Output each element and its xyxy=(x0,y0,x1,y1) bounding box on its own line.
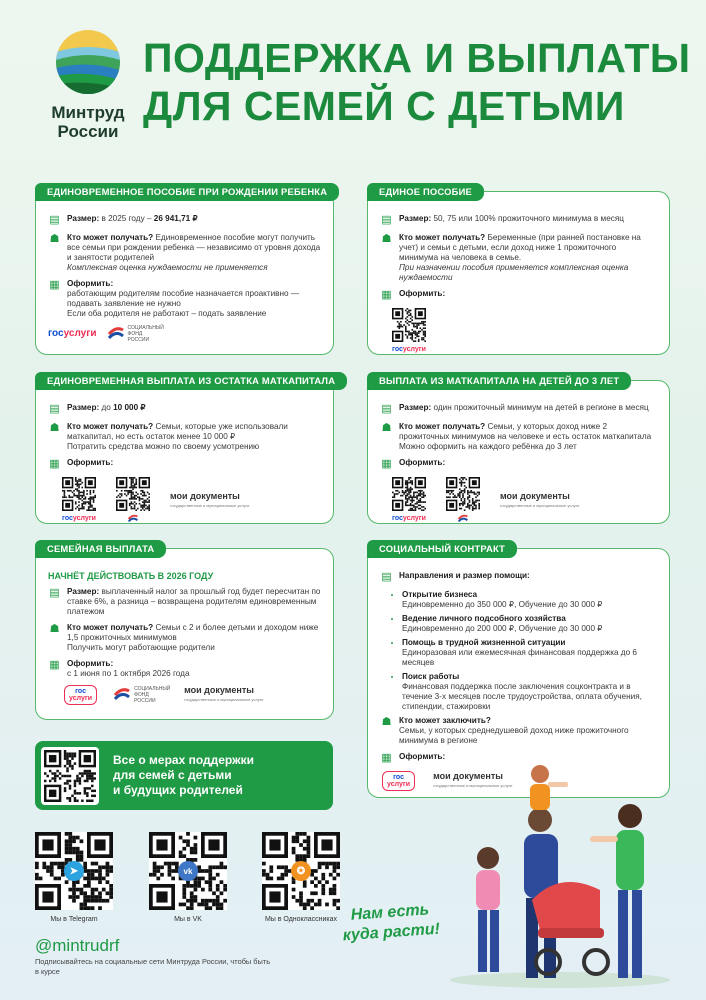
card-title: ЕДИНОВРЕМЕННАЯ ВЫПЛАТА ИЗ ОСТАТКА МАТКАПИТАЛА xyxy=(35,372,347,390)
vk-caption: Мы в VK xyxy=(174,916,202,923)
card-matcapital-under3 xyxy=(367,375,670,524)
qr-code-gosuslugi[interactable] xyxy=(392,477,426,511)
list-item: • Поиск работы Финансовая поддержка после заключения соцконтракта и в течение 3-х месяцев после трудоустройства, оплата обучения, стипендии, стажировки xyxy=(402,672,657,712)
document-icon: ▦ xyxy=(381,289,392,301)
sfr-emblem-icon xyxy=(455,514,471,524)
telegram-icon: ➤ xyxy=(64,861,84,881)
size-text: выплаченный налог за прошлый год будет пересчитан по ставке 6%, а разница – возвращена родителям единовременным платежом xyxy=(67,587,321,616)
apply-label: Оформить: xyxy=(399,752,446,761)
money-icon: ▤ xyxy=(49,587,60,599)
gosuslugi-logo[interactable]: госуслуги xyxy=(392,346,426,353)
who-label: Кто может получать? xyxy=(67,422,154,431)
family-illustration xyxy=(440,740,672,990)
sfr-emblem-icon xyxy=(125,514,141,524)
social-telegram[interactable] xyxy=(29,832,119,923)
card-title: ВЫПЛАТА ИЗ МАТКАПИТАЛА НА ДЕТЕЙ ДО 3 ЛЕТ xyxy=(367,372,631,390)
size-label: Размер: xyxy=(399,214,432,223)
who-text: Единовременное пособие могут получить все семьи при рождении ребенка — независимо от уровня дохода и занятости родителей xyxy=(67,233,321,262)
gosuslugi-logo[interactable]: гос услуги xyxy=(64,685,97,705)
list-item: • Открытие бизнеса Единовременно до 350 000 ₽, Обучение до 30 000 ₽ xyxy=(402,590,657,610)
social-handle[interactable]: @mintrudrf xyxy=(35,936,120,955)
qr-code-gosuslugi[interactable] xyxy=(62,477,96,511)
mydocs-logo[interactable]: мои документы государственные и муниципальные услуги xyxy=(433,771,513,788)
qr-code[interactable] xyxy=(392,308,426,342)
slogan: Нам есть куда расти! xyxy=(342,901,441,945)
apply-text: работающим родителям пособие назначается проактивно — подавать заявление не нужно xyxy=(67,289,300,308)
social-ok[interactable] xyxy=(253,832,349,923)
family-icon: ☗ xyxy=(381,233,392,245)
money-icon: ▤ xyxy=(49,214,60,226)
who-text: Семьи, которые уже использовали маткапитал, но есть остаток менее 10 000 ₽ xyxy=(67,422,288,441)
document-icon: ▦ xyxy=(49,279,60,291)
size-label: Размер: xyxy=(67,214,100,223)
sfr-logo[interactable]: СОЦИАЛЬНЫЙ ФОНД РОССИИ xyxy=(113,686,168,704)
subscribe-text: Подписывайтесь на социальные сети Минтруда России, чтобы быть в курсе xyxy=(35,957,271,976)
mintrud-logo xyxy=(38,30,138,141)
who-label: Кто может получать? xyxy=(67,623,154,632)
size-value: 26 941,71 ₽ xyxy=(153,214,198,223)
who-label: Кто может получать? xyxy=(399,422,486,431)
title-line1: ПОДДЕРЖКА И ВЫПЛАТЫ xyxy=(143,35,691,81)
document-icon: ▦ xyxy=(381,752,392,764)
gosuslugi-logo[interactable]: госуслуги xyxy=(48,328,97,339)
gosuslugi-logo[interactable]: госуслуги xyxy=(392,515,426,522)
size-label: Размер: xyxy=(67,403,100,412)
promo-banner[interactable] xyxy=(35,741,333,810)
each-text: Можно оформить на каждого ребёнка до 3 лет xyxy=(399,442,577,451)
card-title: СЕМЕЙНАЯ ВЫПЛАТА xyxy=(35,540,166,558)
start-heading: НАЧНЁТ ДЕЙСТВОВАТЬ В 2026 ГОДУ xyxy=(48,571,214,581)
apply-text: с 1 июня по 1 октября 2026 года xyxy=(67,669,190,678)
logo-line1: Минтруд xyxy=(51,103,125,122)
vk-icon: vk xyxy=(178,861,198,881)
card-birth-allowance xyxy=(35,186,334,355)
mydocs-logo[interactable]: мои документы государственные и муниципальные услуги xyxy=(170,490,250,508)
apply-label: Оформить: xyxy=(67,659,114,668)
spend-text: Потратить средства можно по своему усмотрению xyxy=(67,442,260,451)
who-note: Комплексная оценка нуждаемости не применяется xyxy=(67,263,268,272)
document-icon: ▦ xyxy=(381,458,392,470)
ok-caption: Мы в Одноклассниках xyxy=(264,916,338,923)
document-icon: ▦ xyxy=(49,659,60,671)
card-title: СОЦИАЛЬНЫЙ КОНТРАКТ xyxy=(367,540,517,558)
gosuslugi-logo[interactable]: гос услуги xyxy=(382,771,415,791)
apply-text2: Если оба родителя не работают – подать заявление xyxy=(67,309,267,318)
mydocs-logo[interactable]: мои документы государственные и муниципальные услуги xyxy=(184,685,264,702)
qr-code-promo[interactable] xyxy=(44,750,96,802)
family-icon: ☗ xyxy=(49,422,60,434)
logo-line2: России xyxy=(57,122,119,141)
who-text: Беременные (при ранней постановке на учет) и семьи с детьми, если доход ниже 1 прожиточного минимума на человека в семье. xyxy=(399,233,641,262)
card-unified-allowance xyxy=(367,186,670,355)
family-icon: ☗ xyxy=(381,716,392,728)
who-note: При назначении пособия применяется комплексная оценка нуждаемости xyxy=(399,263,629,282)
who-label: Кто может получать? xyxy=(67,233,154,242)
card-matcapital-remainder xyxy=(35,375,336,524)
apply-label: Оформить: xyxy=(399,289,446,298)
size-text: 50, 75 или 100% прожиточного минимума в месяц xyxy=(433,214,624,223)
size-value: 10 000 ₽ xyxy=(113,403,146,412)
qr-code-sfr[interactable] xyxy=(116,477,150,511)
social-vk[interactable] xyxy=(143,832,233,923)
sfr-emblem-icon xyxy=(113,687,131,703)
apply-label: Оформить: xyxy=(67,279,114,288)
card-title: ЕДИНОЕ ПОСОБИЕ xyxy=(367,183,484,201)
apply-label: Оформить: xyxy=(399,458,446,467)
directions-list xyxy=(380,590,657,712)
promo-line1: Все о мерах поддержки xyxy=(113,753,254,767)
list-item: • Помощь в трудной жизненной ситуации Единоразовая или ежемесячная финансовая поддержка до 6 месяцев xyxy=(402,638,657,668)
money-icon: ▤ xyxy=(381,403,392,415)
ok-icon: ✪ xyxy=(291,861,311,881)
logo-emblem-icon xyxy=(56,30,120,94)
who-text: Семьи, у которых среднедушевой доход ниже прожиточного минимума в регионе xyxy=(399,726,629,745)
who-text: Семьи с 2 и более детьми и доходом ниже 1,5 прожиточных минимумов xyxy=(67,623,319,642)
family-icon: ☗ xyxy=(49,623,60,635)
size-text: в 2025 году – xyxy=(101,214,154,223)
promo-line2: для семей с детьми xyxy=(113,768,232,782)
gosuslugi-logo[interactable]: госуслуги xyxy=(62,515,96,522)
money-icon: ▤ xyxy=(49,403,60,415)
size-label: Размер: xyxy=(399,403,432,412)
card-family-payment xyxy=(35,543,334,720)
promo-line3: и будущих родителей xyxy=(113,783,243,797)
document-icon: ▦ xyxy=(49,458,60,470)
qr-code-sfr[interactable] xyxy=(446,477,480,511)
apply-label: Оформить: xyxy=(67,458,114,467)
list-item: • Ведение личного подсобного хозяйства Единовременно до 200 000 ₽, Обучение до 30 000 ₽ xyxy=(402,614,657,634)
size-text: до xyxy=(101,403,114,412)
who-label: Кто может заключить? xyxy=(399,716,491,725)
header xyxy=(0,0,706,160)
sfr-logo[interactable]: СОЦИАЛЬНЫЙ ФОНД РОССИИ xyxy=(107,325,162,343)
working-text: Получить могут работающие родители xyxy=(67,643,215,652)
money-icon: ▤ xyxy=(381,214,392,226)
who-text: Семьи, у которых доход ниже 2 прожиточных минимумов на человеке и есть остаток маткапитала xyxy=(399,422,652,441)
directions-label: Направления и размер помощи: xyxy=(399,571,530,580)
sfr-emblem-icon xyxy=(107,326,125,342)
title-line2: ДЛЯ СЕМЕЙ С ДЕТЬМИ xyxy=(143,83,625,129)
size-label: Размер: xyxy=(67,587,100,596)
family-icon: ☗ xyxy=(381,422,392,434)
page-title xyxy=(143,34,691,130)
size-text: один прожиточный минимум на детей в регионе в месяц xyxy=(433,403,649,412)
family-icon: ☗ xyxy=(49,233,60,245)
who-label: Кто может получать? xyxy=(399,233,486,242)
mydocs-logo[interactable]: мои документы государственные и муниципальные услуги xyxy=(500,490,580,508)
money-icon: ▤ xyxy=(381,571,392,583)
card-title: ЕДИНОВРЕМЕННОЕ ПОСОБИЕ ПРИ РОЖДЕНИИ РЕБЕНКА xyxy=(35,183,339,201)
telegram-caption: Мы в Telegram xyxy=(50,916,98,923)
